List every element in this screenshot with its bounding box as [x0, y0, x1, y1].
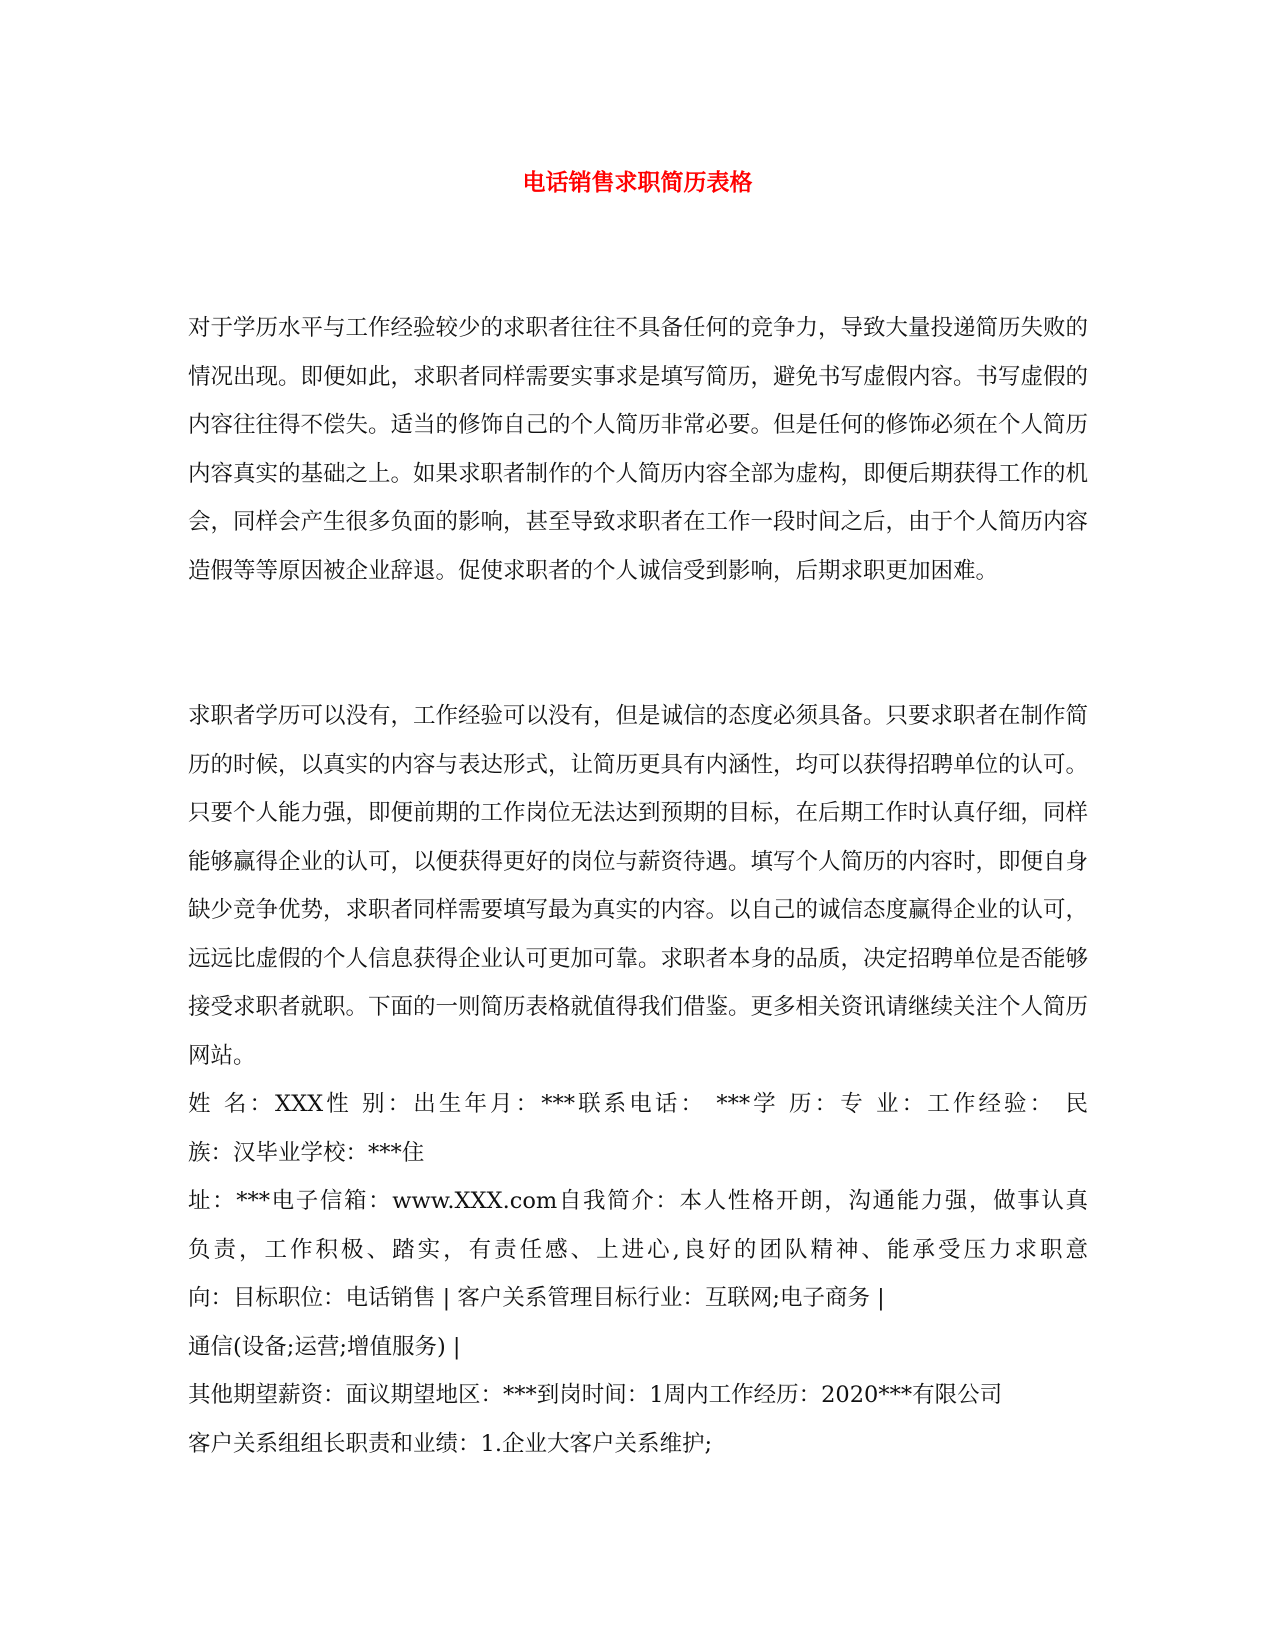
resume-info-line-1: 姓 名：XXX性 别：出生年月：***联系电话： ***学 历：专 业：工作经验： 民 — [188, 1091, 1088, 1117]
resume-info-line-8: 客户关系组组长职责和业绩：1.企业大客户关系维护; — [188, 1430, 713, 1457]
body-paragraph-2: 求职者学历可以没有，工作经验可以没有，但是诚信的态度必须具备。只要求职者在制作简历的时候，以真实的内容与表达形式，让简历更具有内涵性，均可以获得招聘单位的认可。只要个人能力强，即便前期的工作岗位无法达到预期的目标，在后期工作时认真仔细，同样能够赢得企业的认可，以便获得更好的岗位与薪资待遇。填写个人简历的内容时，即便自身缺少竞争优势，求职者同样需要填写最为真实的内容。以自己的诚信态度赢得企业的认可，远远比虚假的个人信息获得企业认可更加可靠。求职者本身的品质，决定招聘单位是否能够接受求职者就职。下面的一则简历表格就值得我们借鉴。更多相关资讯请继续关注个人简历网站。 — [188, 703, 1089, 1069]
resume-info-line-3: 址：***电子信箱：www.XXX.com自我简介：本人性格开朗，沟通能力强，做事认真 — [188, 1188, 1088, 1214]
resume-info-line-6: 通信(设备;运营;增值服务) | — [188, 1333, 461, 1360]
resume-info-line-5: 向：目标职位：电话销售 | 客户关系管理目标行业：互联网;电子商务 | — [188, 1285, 885, 1311]
resume-info-line-4: 负责，工作积极、踏实，有责任感、上进心,良好的团队精神、能承受压力求职意 — [188, 1236, 1088, 1263]
body-paragraph-1: 对于学历水平与工作经验较少的求职者往往不具备任何的竞争力，导致大量投递简历失败的情况出现。即便如此，求职者同样需要实事求是填写简历，避免书写虚假内容。书写虚假的内容往往得不偿失。适当的修饰自己的个人简历非常必要。但是任何的修饰必须在个人简历内容真实的基础之上。如果求职者制作的个人简历内容全部为虚构，即便后期获得工作的机会，同样会产生很多负面的影响，甚至导致求职者在工作一段时间之后，由于个人简历内容造假等等原因被企业辞退。促使求职者的个人诚信受到影响，后期求职更加困难。 — [188, 315, 1089, 584]
resume-info-line-7: 其他期望薪资：面议期望地区：***到岗时间：1周内工作经历：2020***有限公司 — [188, 1382, 1003, 1408]
document-title: 电话销售求职简历表格 — [522, 169, 753, 196]
resume-info-block — [188, 1080, 1088, 1468]
resume-info-line-2: 族：汉毕业学校：***住 — [188, 1139, 425, 1166]
